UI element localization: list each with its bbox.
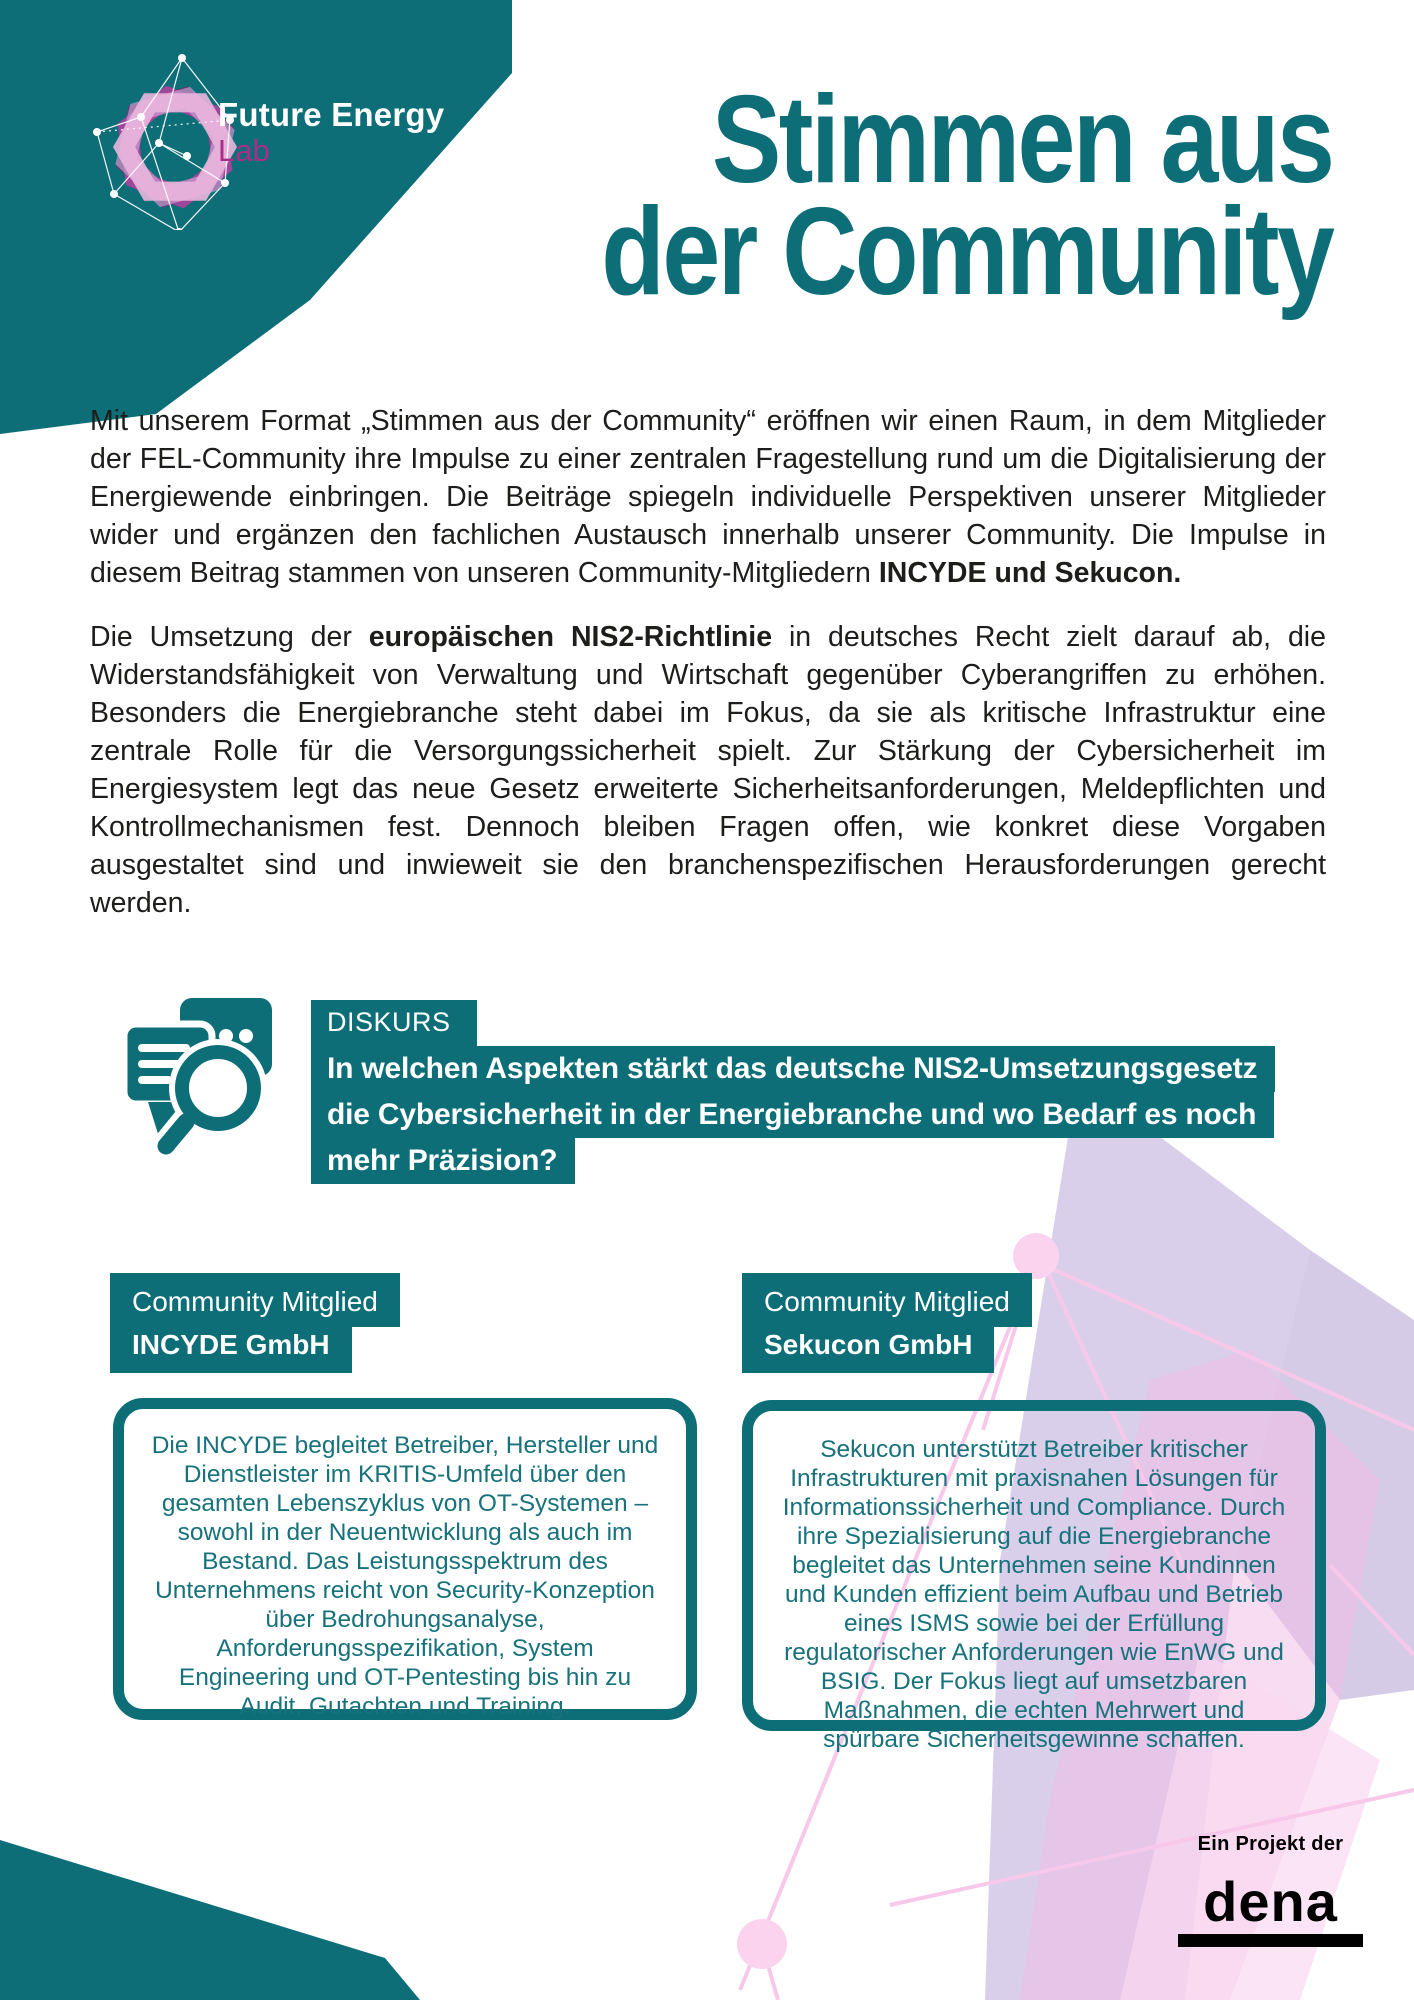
pink-node-icon xyxy=(737,1919,787,1969)
nis2-paragraph xyxy=(90,618,1326,922)
member-description: Sekucon unterstützt Betreiber kritischer Infrastrukturen mit praxisnahen Lösungen für Informationssicherheit und Compliance. Durch ihre Spezialisierung auf die Energiebranche begleitet das Unternehmen seine Kundinnen und Kunden effizient beim Aufbau und Betrieb eines ISMS sowie bei der Erfüllung regulatorischer Anforderungen wie EnWG und BSIG. Der Fokus liegt auf umsetzbaren Maßnahmen, die echten Mehrwert und spürbare Sicherheitsgewinne schaffen. xyxy=(782,1436,1286,1753)
member-card-sekucon xyxy=(742,1400,1326,1753)
discussion-magnifier-icon xyxy=(118,988,278,1158)
dena-logo: dena xyxy=(1203,1870,1338,1933)
member-header-incyde xyxy=(110,1273,400,1373)
page-title-line-1: Stimmen aus xyxy=(711,71,1332,209)
project-label: Ein Projekt der xyxy=(1197,1833,1344,1855)
bottom-left-wedge-shape xyxy=(0,1840,420,2000)
logo-line-future-energy: Future Energy xyxy=(218,96,445,133)
diskurs-question-line-3: mehr Präzision? xyxy=(311,1138,575,1184)
body-copy xyxy=(90,402,1326,948)
intro-paragraph-text: Mit unserem Format „Stimmen aus der Community“ eröffnen wir einen Raum, in dem Mitglieder der FEL-Community ihre Impulse zu einer zentralen Fragestellung rund um die Digitalisierung der Energiewende einbringen. Die Beiträge spiegeln individuelle Perspektiven unserer Mitglieder wider und ergänzen den fachlichen Austausch innerhalb unserer Community. Die Impulse in diesem Beitrag stammen von unseren Community-Mitgliedern xyxy=(90,405,1326,589)
diskurs-question-line-1: In welchen Aspekten stärkt das deutsche NIS2-Umsetzungsgesetz xyxy=(311,1046,1275,1092)
dena-logo-underline xyxy=(1178,1934,1363,1947)
diskurs-label: DISKURS xyxy=(311,1000,477,1046)
nis2-paragraph-pre: Die Umsetzung der xyxy=(90,621,369,653)
member-name: Sekucon GmbH xyxy=(742,1327,994,1373)
logo-line-lab: Lab xyxy=(218,133,270,168)
footer xyxy=(1178,1833,1363,1947)
page-title xyxy=(462,71,1332,321)
intro-paragraph-bold: INCYDE und Sekucon. xyxy=(878,557,1182,589)
intro-paragraph xyxy=(90,402,1326,592)
diskurs-block xyxy=(311,1000,1275,1184)
nis2-paragraph-post: in deutsches Recht zielt darauf ab, die Widerstandsfähigkeit von Verwaltung und Wirtschaft gegenüber Cyberangriffen zu erhöhen. Besonders die Energiebranche steht dabei im Fokus, da sie als kritische Infrastruktur eine zentrale Rolle für die Versorgungssicherheit spielt. Zur Stärkung der Cybersicherheit im Energiesystem legt das neue Gesetz erweiterte Sicherheitsanforderungen, Meldepflichten und Kontrollmechanismen fest. Dennoch bleiben Fragen offen, wie konkret diese Vorgaben ausgestaltet sind und inwieweit sie den branchenspezifischen Herausforderungen gerecht werden. xyxy=(90,621,1326,919)
member-name: INCYDE GmbH xyxy=(110,1327,352,1373)
member-header-sekucon xyxy=(742,1273,1032,1373)
member-card-incyde xyxy=(113,1398,697,1720)
member-kicker: Community Mitglied xyxy=(742,1273,1032,1327)
logo-wordmark xyxy=(218,98,444,166)
member-kicker: Community Mitglied xyxy=(110,1273,400,1327)
nis2-paragraph-bold: europäischen NIS2-Richtlinie xyxy=(368,621,773,653)
member-description: Die INCYDE begleitet Betreiber, Hersteller und Dienstleister im KRITIS-Umfeld über den gesamten Lebenszyklus von OT-Systemen – sowohl in der Neuentwicklung als auch im Bestand. Das Leistungsspektrum des Unternehmens reicht von Security-Konzeption über Bedrohungsanalyse, Anforderungsspezifikation, System Engineering und OT-Pentesting bis hin zu Audit, Gutachten und Training. xyxy=(151,1432,659,1720)
page-title-line-2: der Community xyxy=(600,183,1332,321)
magnifier-icon xyxy=(164,1052,254,1148)
diskurs-question-line-2: die Cybersicherheit in der Energiebranche und wo Bedarf es noch xyxy=(311,1092,1274,1138)
